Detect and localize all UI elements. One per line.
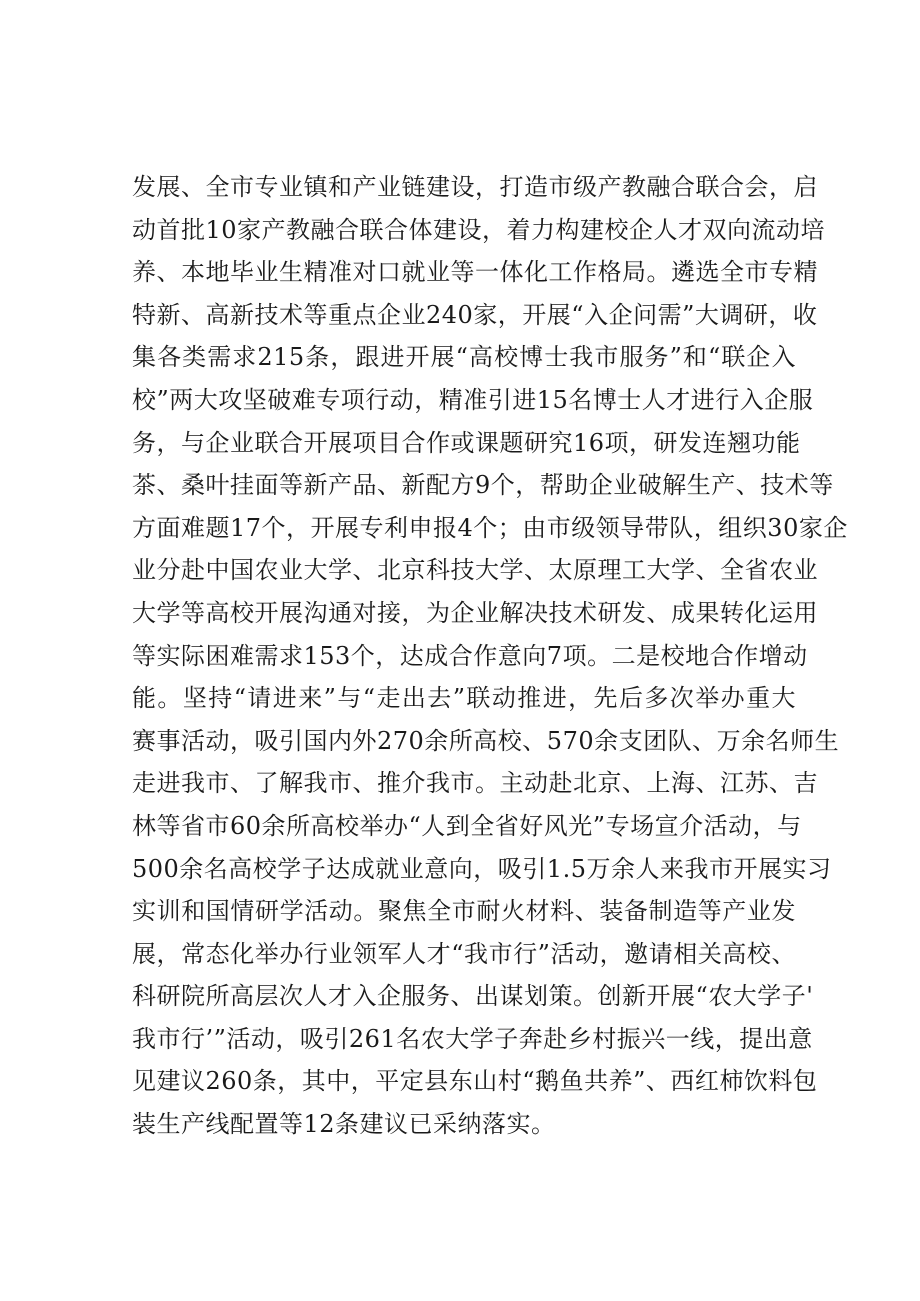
text-line: 校”两大攻坚破难专项行动，精准引进15名博士人才进行入企服 (132, 385, 814, 414)
text-line: 见建议260条，其中，平定县东山村“鹅鱼共养”、西红柿饮料包 (132, 1067, 818, 1096)
text-line: 装生产线配置等12条建议已采纳落实。 (132, 1110, 556, 1139)
text-line: 养、本地毕业生精准对口就业等一体化工作格局。遴选全市专精 (132, 258, 818, 287)
text-line: 集各类需求215条，跟进开展“高校博士我市服务”和“联企入 (132, 343, 796, 372)
body-paragraph (132, 166, 848, 1146)
text-line: 500余名高校学子达成就业意向，吸引1.5万余人来我市开展实习 (132, 854, 832, 883)
text-line: 我市行’”活动，吸引261名农大学子奔赴乡村振兴一线，提出意 (132, 1024, 813, 1053)
text-line: 能。坚持“请进来”与“走出去”联动推进，先后多次举办重大 (132, 684, 796, 713)
text-line: 务，与企业联合开展项目合作或课题研究16项，研发连翘功能 (132, 428, 801, 457)
text-line: 动首批10家产教融合联合体建设，着力构建校企人才双向流动培 (132, 215, 826, 244)
text-line: 林等省市60余所高校举办“人到全省好风光”专场宣介活动，与 (132, 811, 802, 840)
text-line: 方面难题17个，开展专利申报4个；由市级领导带队，组织30家企 (132, 513, 848, 542)
text-line: 展，常态化举办行业领军人才“我市行”活动，邀请相关高校、 (132, 939, 796, 968)
text-line: 特新、高新技术等重点企业240家，开展“入企问需”大调研，收 (132, 300, 818, 329)
text-line: 发展、全市专业镇和产业链建设，打造市级产教融合联合会，启 (132, 173, 818, 201)
text-line: 走进我市、了解我市、推介我市。主动赴北京、上海、江苏、吉 (132, 769, 818, 798)
text-line: 赛事活动，吸引国内外270余所高校、570余支团队、万余名师生 (132, 726, 840, 755)
text-line: 实训和国情研学活动。聚焦全市耐火材料、装备制造等产业发 (132, 897, 796, 926)
text-line: 科研院所高层次人才入企服务、出谋划策。创新开展“农大学子' (132, 982, 814, 1011)
text-line: 茶、桑叶挂面等新产品、新配方9个，帮助企业破解生产、技术等 (132, 471, 834, 500)
text-line: 等实际困难需求153个，达成合作意向7项。二是校地合作增动 (132, 641, 808, 670)
text-line: 大学等高校开展沟通对接，为企业解决技术研发、成果转化运用 (132, 598, 818, 627)
text-line: 业分赴中国农业大学、北京科技大学、太原理工大学、全省农业 (132, 556, 818, 585)
